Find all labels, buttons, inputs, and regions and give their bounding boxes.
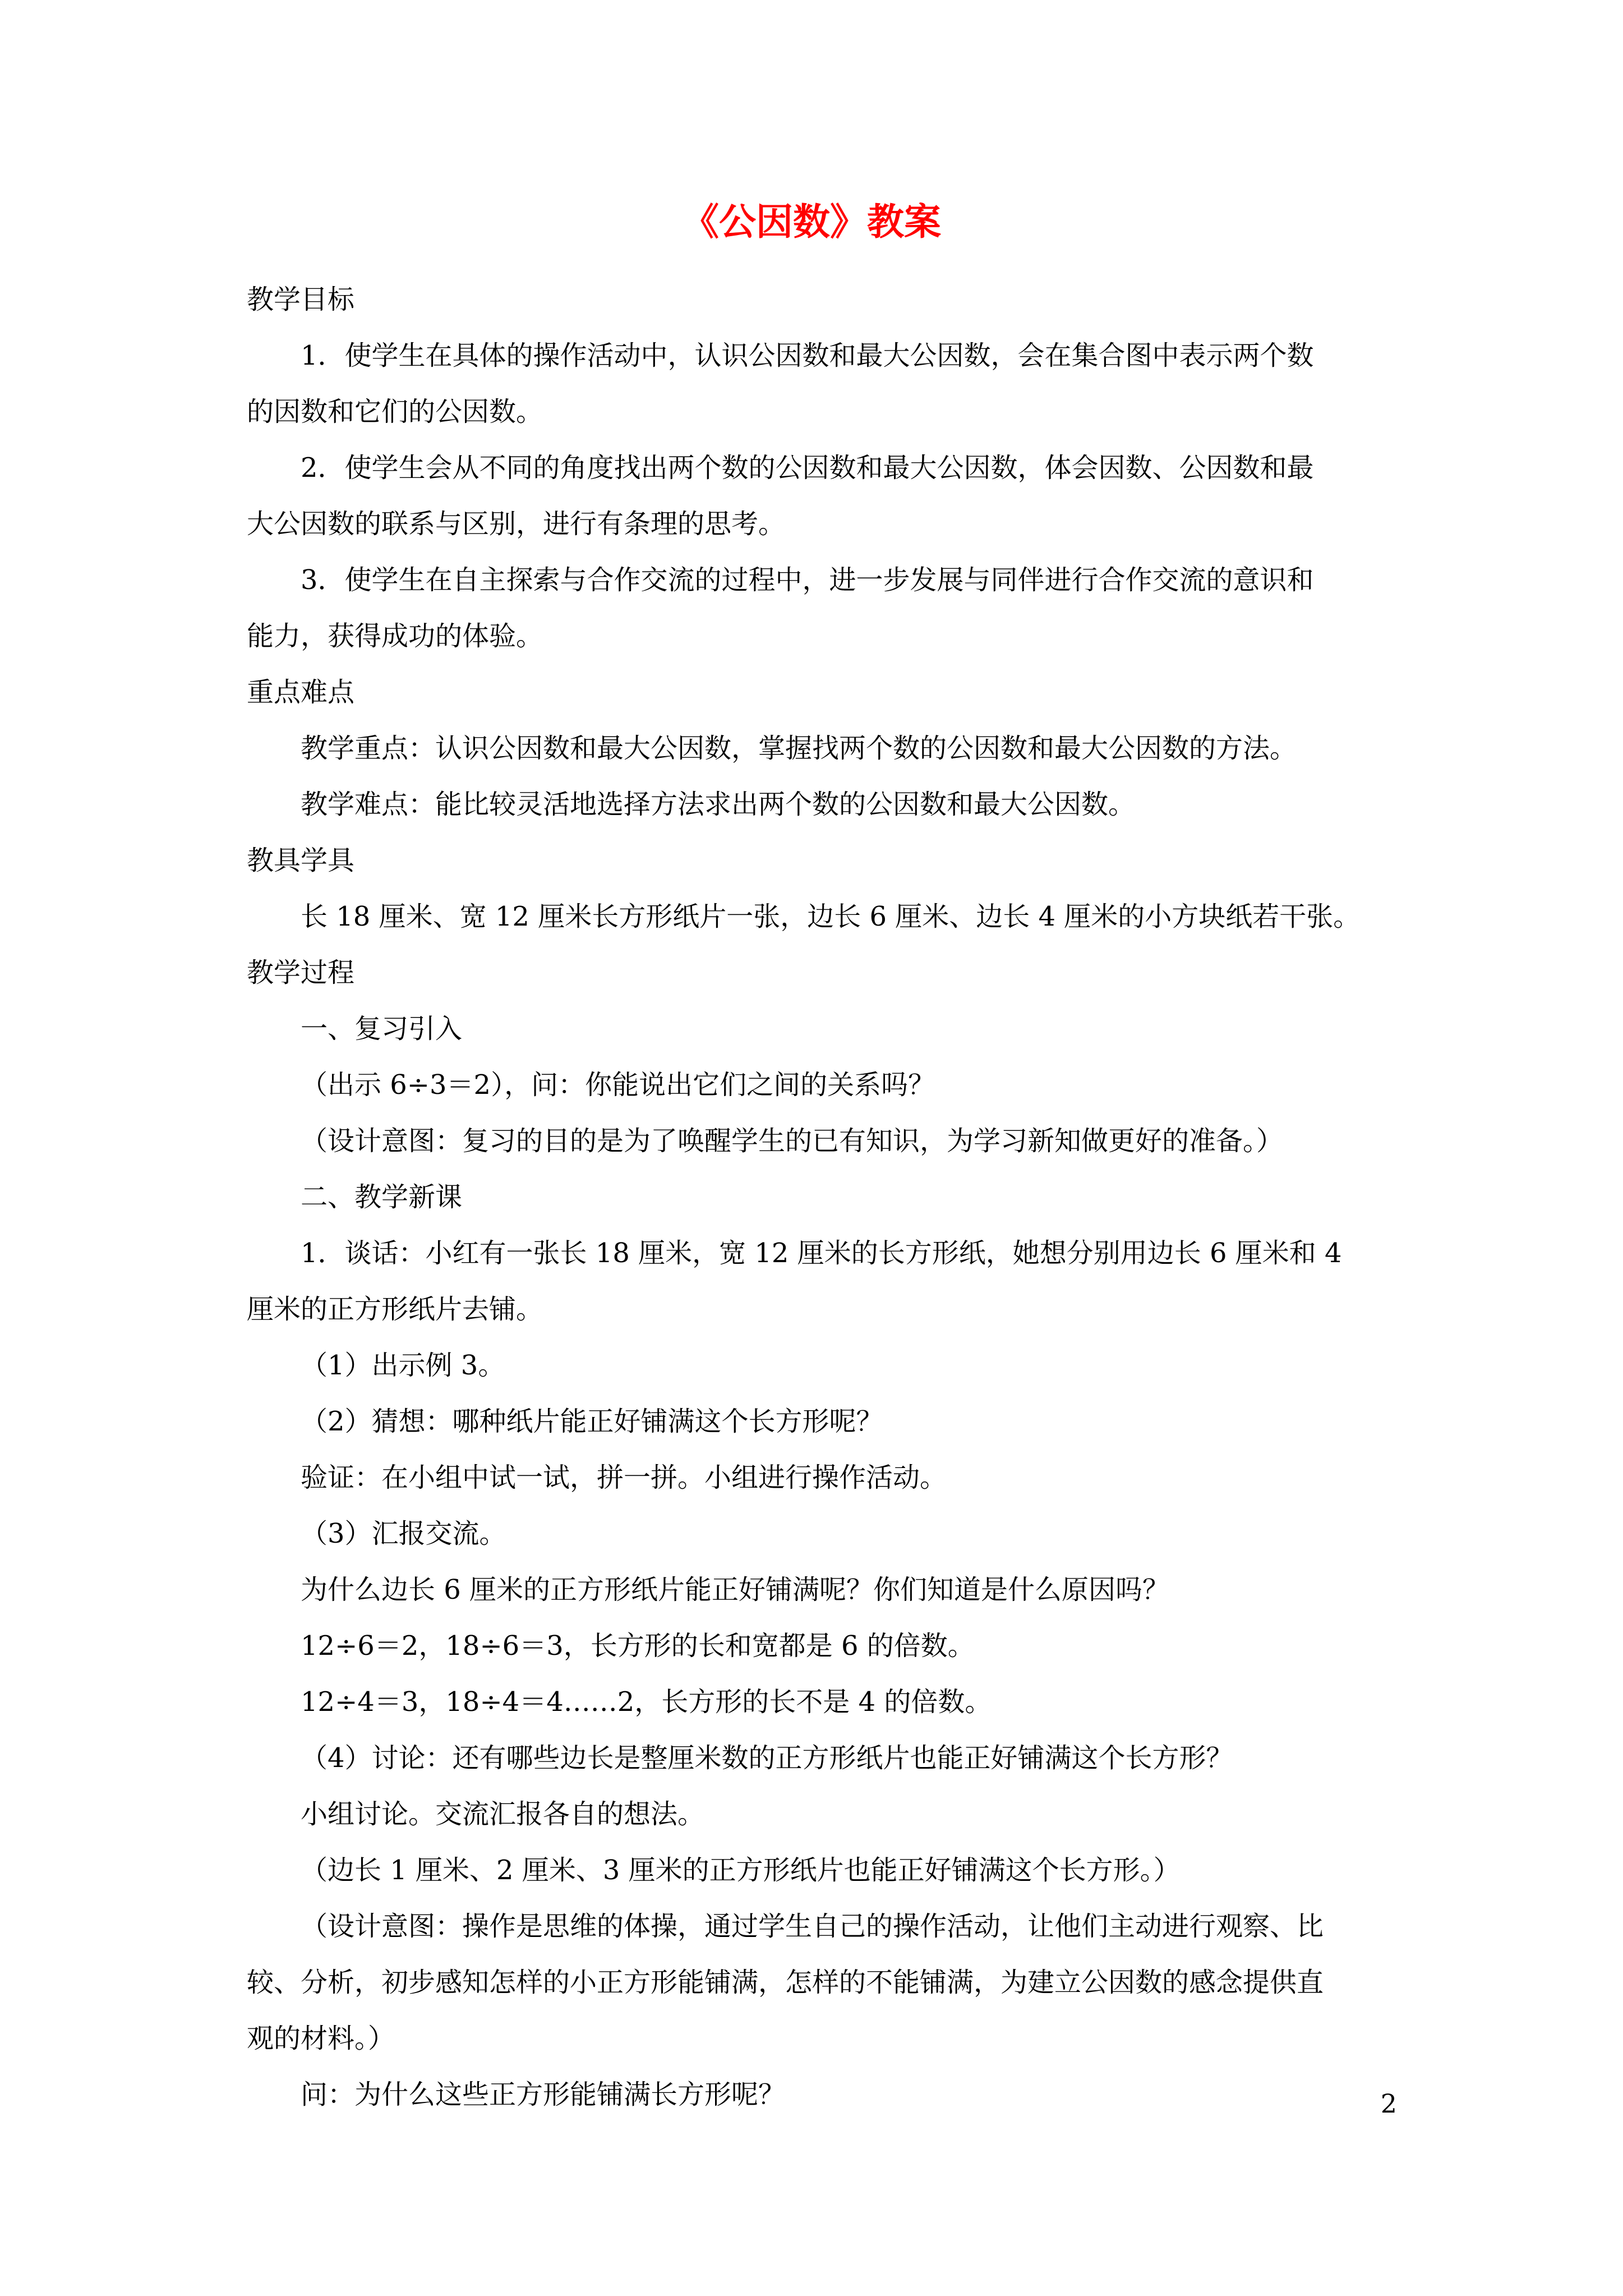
paragraph-line: 能力，获得成功的体验。 xyxy=(247,620,543,652)
paragraph-line: 的因数和它们的公因数。 xyxy=(247,396,543,427)
paragraph-line: 小组讨论。交流汇报各自的想法。 xyxy=(301,1798,705,1830)
subsection-heading: 一、复习引入 xyxy=(301,1013,463,1045)
paragraph-line: 12÷6＝2，18÷6＝3，长方形的长和宽都是 6 的倍数。 xyxy=(301,1630,975,1662)
subsection-heading: 二、教学新课 xyxy=(301,1181,463,1213)
paragraph-line: 3．使学生在自主探索与合作交流的过程中，进一步发展与同伴进行合作交流的意识和 xyxy=(301,564,1314,596)
paragraph-line: 较、分析，初步感知怎样的小正方形能铺满，怎样的不能铺满，为建立公因数的感念提供直 xyxy=(247,1967,1324,1998)
paragraph-line: 2．使学生会从不同的角度找出两个数的公因数和最大公因数，体会因数、公因数和最 xyxy=(301,452,1314,484)
page-number: 2 xyxy=(1380,2088,1397,2119)
paragraph-line: 教学重点：认识公因数和最大公因数，掌握找两个数的公因数和最大公因数的方法。 xyxy=(301,733,1297,764)
paragraph-line: （3）汇报交流。 xyxy=(301,1518,506,1549)
paragraph-line: 验证：在小组中试一试，拼一拼。小组进行操作活动。 xyxy=(301,1462,947,1493)
paragraph-line: （1）出示例 3。 xyxy=(301,1350,505,1381)
paragraph-line: （2）猜想：哪种纸片能正好铺满这个长方形呢？ xyxy=(301,1406,883,1437)
paragraph-line: 1．使学生在具体的操作活动中，认识公因数和最大公因数，会在集合图中表示两个数 xyxy=(301,340,1314,371)
section-heading-materials: 教具学具 xyxy=(247,845,355,876)
paragraph-line: 教学难点：能比较灵活地选择方法求出两个数的公因数和最大公因数。 xyxy=(301,789,1136,820)
paragraph-line: 问：为什么这些正方形能铺满长方形呢？ xyxy=(301,2079,786,2110)
paragraph-line: 1．谈话：小红有一张长 18 厘米，宽 12 厘米的长方形纸，她想分别用边长 6 厘米和 4 xyxy=(301,1237,1342,1269)
section-heading-process: 教学过程 xyxy=(247,957,355,988)
paragraph-line: （设计意图：复习的目的是为了唤醒学生的已有知识，为学习新知做更好的准备。） xyxy=(301,1125,1284,1157)
paragraph-line: （出示 6÷3＝2），问：你能说出它们之间的关系吗？ xyxy=(301,1069,935,1101)
document-title: 《公因数》教案 xyxy=(682,200,941,243)
paragraph-line: （4）讨论：还有哪些边长是整厘米数的正方形纸片也能正好铺满这个长方形？ xyxy=(301,1742,1233,1774)
document-body xyxy=(247,272,1395,2123)
paragraph-line: 为什么边长 6 厘米的正方形纸片能正好铺满呢？你们知道是什么原因吗？ xyxy=(301,1574,1170,1605)
section-heading-key-points: 重点难点 xyxy=(247,677,355,708)
paragraph-line: （设计意图：操作是思维的体操，通过学生自己的操作活动，让他们主动进行观察、比 xyxy=(301,1911,1324,1942)
paragraph-line: 厘米的正方形纸片去铺。 xyxy=(247,1294,543,1325)
paragraph-line: 12÷4＝3，18÷4＝4……2，长方形的长不是 4 的倍数。 xyxy=(301,1686,992,1718)
paragraph-line: （边长 1 厘米、2 厘米、3 厘米的正方形纸片也能正好铺满这个长方形。） xyxy=(301,1855,1181,1886)
paragraph-line: 大公因数的联系与区别，进行有条理的思考。 xyxy=(247,508,786,540)
paragraph-line: 长 18 厘米、宽 12 厘米长方形纸片一张，边长 6 厘米、边长 4 厘米的小方块纸若干张。 xyxy=(301,901,1361,932)
section-heading-objectives: 教学目标 xyxy=(247,284,355,315)
paragraph-line: 观的材料。） xyxy=(247,2023,395,2054)
